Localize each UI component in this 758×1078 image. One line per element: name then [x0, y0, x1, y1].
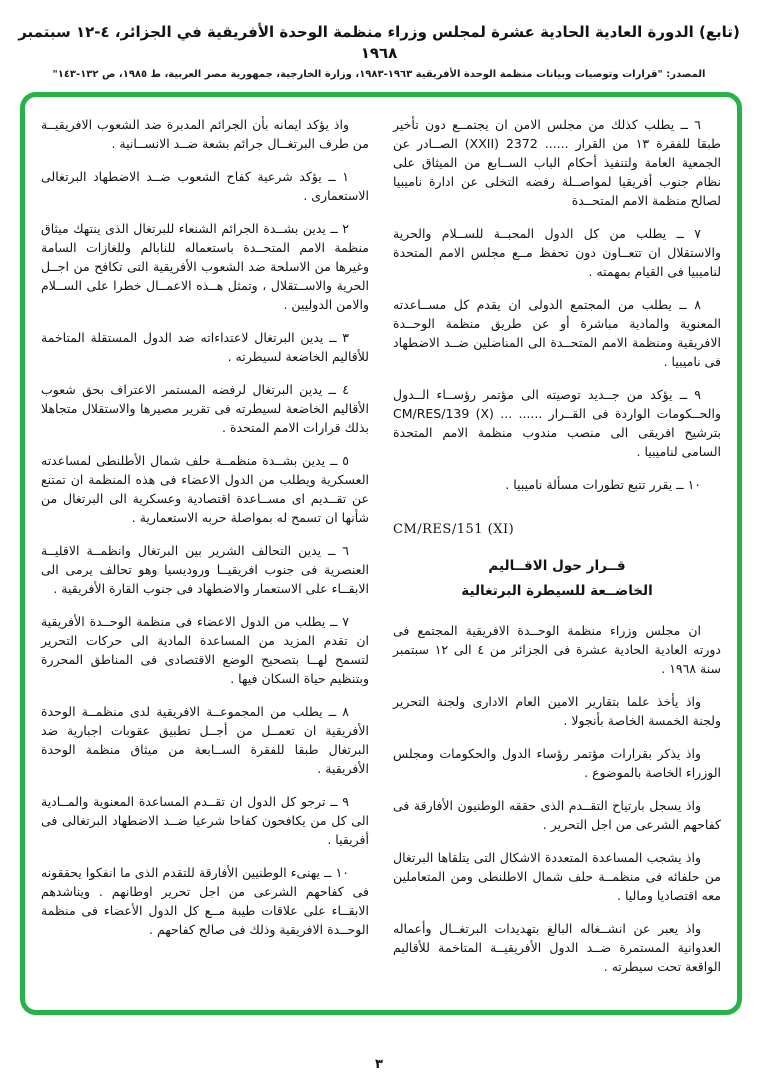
- page-number: ٣: [375, 1057, 383, 1072]
- column-left: [41, 115, 369, 994]
- page-title: (تابع) الدورة العادية الحادية عشرة لمجلس وزراء منظمة الوحدة الأفريقية في الجزائر، ٤-١٢ سبتمبر ١٩٦٨: [18, 23, 740, 62]
- preamble-council: ان مجلس وزراء منظمة الوحــدة الافريقية المجتمع فى دورته العادية الحادية عشرة فى الجزائر من ٤ الى ١٢ سبتمبر سنة ١٩٦٨ .: [393, 623, 721, 677]
- paragraph-item-10-namibia: ١٠ ــ يقرر تتبع تطورات مسألة ناميبيا .: [505, 477, 701, 492]
- operative-item-4: ٤ ــ يدين البرتغال لرفضه المستمر الاعتراف بحق شعوب الأقاليم الخاضعة لسيطرته فى تقرير مصيرها والاستقلال متجاهلا بذلك قرارات الامم المتحدة .: [41, 382, 369, 435]
- paragraph-item-6-namibia: ٦ ــ يطلب كذلك من مجلس الامن ان يجتمــع دون تأخير طبقا للفقرة ١٣ من القرار ...... 2372 (XXII) الصــادر عن الجمعية العامة ولتنفيذ أحكام الباب الســابع من الميثاق على نظام جنوب أفريقيا لمواصــلة رفضه التخلى عن ادارة ناميبيا لصالح منظمة الامم المتحــدة: [393, 117, 721, 208]
- source-citation: المصدر: "قرارات وتوصيات وبيانات منظمة الوحدة الأفريقية ١٩٦٣-١٩٨٣، وزارة الخارجية، جمهورية مصر العربية، ط ١٩٨٥، ص ١٣٢-١٤٣": [52, 69, 706, 80]
- preamble-condemns-aid: واذ يشجب المساعدة المتعددة الاشكال التى يتلقاها البرتغال من حلفائه فى منظمــة حلف شمال الاطلنطى ومن المتعاملين معه اقتصاديا وماليا .: [393, 850, 721, 904]
- paragraph-item-9-namibia: ٩ ــ يؤكد من جــديد توصيته الى مؤتمر رؤســاء الــدول والحــكومات الواردة فى القــرار ...... ... CM/RES/139 (X) بترشيح افريقى الى منصب مندوب منظمة الامم المتحدة السامى لناميبيا .: [393, 387, 721, 459]
- preamble-notes-progress: واذ يسجل بارتياح التقــدم الذى حققه الوطنيون الأفارقة فى كفاحهم الشرعى من اجل التحرير .: [393, 798, 721, 833]
- green-border-box: [20, 92, 742, 1015]
- document-header: [0, 22, 758, 80]
- two-column-layout: [41, 115, 721, 994]
- paragraph-item-7-namibia: ٧ ــ يطلب من كل الدول المحبــة للســلام والحرية والاستقلال ان تتعــاون دون تحفظ مــع مجلس الامم المتحدة لناميبيا فى القيام بمهمته .: [393, 226, 721, 279]
- operative-item-6: ٦ ــ يدين التحالف الشرير بين البرتغال وانظمــة الاقليــة العنصرية فى جنوب افريقيــا وروديسيا وهو تحالف يرمى الى الابقــاء على الاستعمار والاضطهاد فى جنوب القارة الأفريقية .: [41, 543, 369, 596]
- operative-item-8: ٨ ــ يطلب من المجموعــة الافريقية لدى منظمــة الوحدة الأفريقية ان تعمــل من أجــل تطبيق عقوبات اجبارية ضد البرتغال طبقا للفقرة الســابعة من ميثاق منظمة الوحدة الأفريقية .: [41, 704, 369, 776]
- preamble-concern-threats: واذ يعبر عن انشــغاله البالغ بتهديدات البرتغــال وأعماله العدوانية المستمرة ضــد الدول الأفريقيــة المتاخمة للأقاليم الواقعة تحت سيطرته .: [393, 921, 721, 975]
- operative-item-3: ٣ ــ يدين البرتغال لاعتداءاته ضد الدول المستقلة المتاخمة للأقاليم الخاضعة لسيطرته .: [41, 330, 369, 364]
- preamble-crimes: واذ يؤكد ايمانه بأن الجرائم المدبرة ضد الشعوب الافريقيــة من طرف البرتغــال جرائم بشعة ضــد الانســانية .: [41, 117, 369, 151]
- resolution-title-line-2: الخاضــعة للسيطرة البرتغالية: [461, 583, 653, 600]
- paragraph-item-8-namibia: ٨ ــ يطلب من المجتمع الدولى ان يقدم كل مســاعدته المعنوية والمادية مباشرة أو عن طريق منظمة الوحــدة الافريقية ومنظمة الامم المتحــدة الى المناضلين ضــد الاضطهاد فى ناميبيا .: [393, 297, 721, 369]
- operative-item-5: ٥ ــ يدين بشــدة منظمــة حلف شمال الأطلنطى لمساعدته العسكرية ويطلب من الدول الاعضاء فى هذه المنظمة ان تمتنع عن تقــديم اى مســاعدة اقتصادية وعسكرية الى البرتغال من شأنها ان تسمح له بمواصلة حربه الاستعمارية .: [41, 453, 369, 525]
- operative-item-1: ١ ــ يؤكد شرعية كفاح الشعوب ضــد الاضطهاد البرتغالى الاستعمارى .: [41, 169, 369, 203]
- page-footer: [0, 1057, 758, 1072]
- operative-item-2: ٢ ــ يدين بشــدة الجرائم الشنعاء للبرتغال الذى ينتهك ميثاق منظمة الامم المتحــدة باستعماله للنابالم وللغازات السامة وغيرها من الاسلحة ضد الشعوب الأفريقية التى تكافح من اجــل الحرية والاســتقلال ، وتمثل هــذه الاعمــال خطرا على الســلام والامن الدوليين .: [41, 221, 369, 312]
- resolution-reference: CM/RES/151 (XI): [393, 522, 515, 537]
- resolution-title-line-1: قــرار حول الاقــاليم: [488, 557, 626, 574]
- preamble-reports: واذ يأخذ علما بتقارير الامين العام الادارى ولجنة التحرير ولجنة الخمسة الخاصة بأنجولا .: [393, 694, 721, 729]
- preamble-recalls: واذ يذكر بقرارات مؤتمر رؤساء الدول والحكومات ومجلس الوزراء الخاصة بالموضوع .: [393, 746, 721, 781]
- operative-item-7: ٧ ــ يطلب من الدول الاعضاء فى منظمة الوحــدة الأفريقية ان تقدم المزيد من المساعدة المادية الى حركات التحرير لتسمح لهــا بتصحيح الوضع الاقتصادى فى المناطق المحررة وبتنظيم حياة السكان فيها .: [41, 614, 369, 686]
- operative-item-10: ١٠ ــ يهنىء الوطنيين الأفارقة للتقدم الذى ما انفكوا يحققونه فى كفاحهم الشرعى من اجل تحرير اوطانهم . ويناشدهم الابقــاء على علاقات طيبة مــع كل الدول الأعضاء فى منظمة الوحــدة الافريقية وذلك فى صالح كفاحهم .: [41, 865, 369, 937]
- operative-item-9: ٩ ــ ترجو كل الدول ان تقــدم المساعدة المعنوية والمــادية الى كل من يكافحون كفاحا شرعيا ضــد الاضطهاد البرتغالى فى أفريقيا .: [41, 794, 369, 847]
- column-right: [393, 115, 721, 994]
